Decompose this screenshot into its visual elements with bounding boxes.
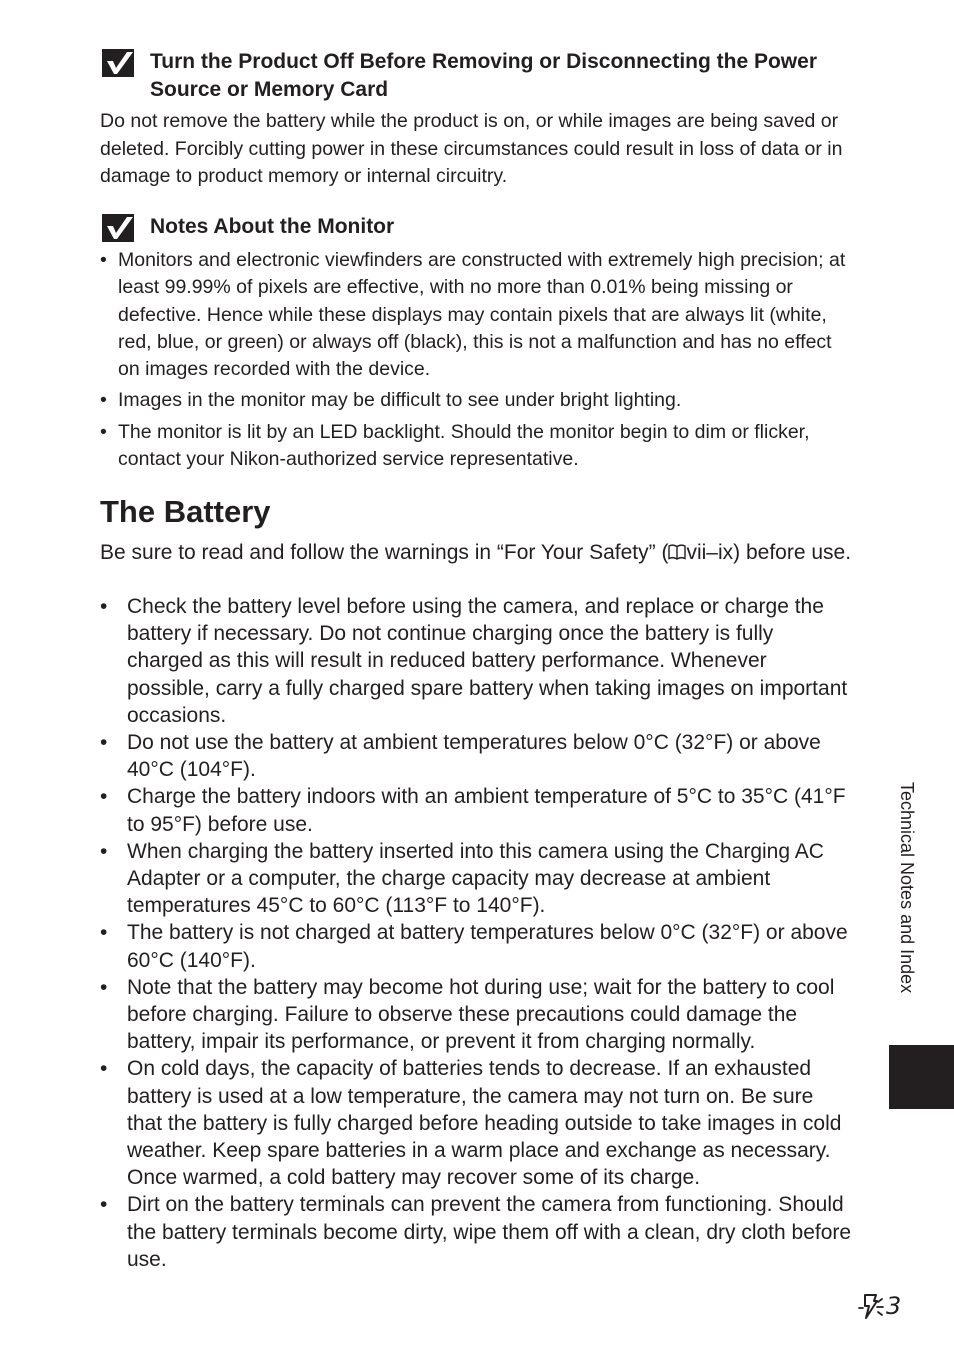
- monitor-notes-list: [100, 247, 852, 473]
- technical-notes-icon: [857, 1291, 885, 1321]
- list-item: • Monitors and electronic viewfinders are constructed with extremely high precision; at least 99.99% of pixels are effective, with no more than 0.01% being missing or defective. Hence while these displays may contain pixels that are always lit (white, red, blue, or green) or always off (black), this is not a malfunction and has no effect on images recorded with the device.: [100, 249, 846, 381]
- side-tab-label[interactable]: Technical Notes and Index: [897, 782, 917, 994]
- book-icon: [668, 544, 686, 560]
- note-body-power: Do not remove the battery while the product is on, or while images are being saved or deleted. Forcibly cutting power in these circumstances could result in loss of data or in damage to product memory or internal circuitry.: [100, 110, 843, 187]
- list-item: • Do not use the battery at ambient temperatures below 0°C (32°F) or above 40°C (104°F).: [100, 731, 821, 782]
- list-item: • Charge the battery indoors with an ambient temperature of 5°C to 35°C (41°F to 95°F) before use.: [100, 785, 846, 836]
- check-mark-icon: [102, 214, 134, 242]
- list-item: • Images in the monitor may be difficult to see under bright lighting.: [100, 387, 852, 414]
- bullet: •: [100, 1057, 108, 1081]
- list-item: • Check the battery level before using the camera, and replace or charge the battery if necessary. Do not continue charging once the battery is fully charged as this will result in reduced battery performance. Whenever possible, carry a fully charged spare battery when taking images on important occasions.: [100, 595, 848, 727]
- battery-list: [100, 593, 852, 1273]
- list-item: • When charging the battery inserted into this camera using the Charging AC Adapter or a computer, the charge capacity may decrease at ambient temperatures 45°C to 60°C (113°F to 140°F).: [100, 839, 824, 918]
- note-monitor: [100, 213, 852, 477]
- bullet: •: [100, 1193, 108, 1217]
- page-reference-link[interactable]: vii–ix: [686, 541, 734, 564]
- section-intro: Be sure to read and follow the warnings in “For Your Safety” ( vii–ix) before use.: [100, 541, 852, 564]
- list-item: • The monitor is lit by an LED backlight. Should the monitor begin to dim or flicker, contact your Nikon-authorized service representative.: [100, 420, 810, 471]
- section-title: The Battery: [100, 494, 271, 529]
- list-item: • Note that the battery may become hot during use; wait for the battery to cool before charging. Failure to observe these precautions could damage the battery, impair its performance, or prevent it from charging normally.: [100, 975, 835, 1054]
- note-heading-text: Turn the Product Off Before Removing or Disconnecting the Power Source or Memory Card: [150, 50, 817, 101]
- check-mark-icon: [102, 49, 134, 77]
- note-heading-text: Notes About the Monitor: [150, 215, 395, 238]
- bullet: •: [100, 839, 108, 863]
- note-heading-power: [100, 48, 852, 104]
- bullet: •: [100, 595, 108, 618]
- bullet: •: [100, 975, 108, 999]
- bullet: •: [100, 249, 107, 271]
- bullet: •: [100, 731, 108, 755]
- page-number-text: 3: [886, 1292, 902, 1320]
- bullet: •: [100, 785, 108, 809]
- bullet: •: [100, 921, 108, 945]
- note-heading-monitor: [100, 213, 852, 241]
- list-item: • Dirt on the battery terminals can prevent the camera from functioning. Should the battery terminals become dirty, wipe them off with a clean, dry cloth before use.: [100, 1193, 852, 1271]
- list-item: • On cold days, the capacity of batteries tends to decrease. If an exhausted battery is used at a low temperature, the camera may not turn on. Be sure that the battery is fully charged before heading outside to take images in cold weather. Keep spare batteries in a warm place and exchange as necessary. Once warmed, a cold battery may recover some of its charge.: [100, 1057, 842, 1190]
- list-item: • The battery is not charged at battery temperatures below 0°C (32°F) or above 60°C (140°F).: [100, 921, 848, 972]
- bullet: •: [100, 420, 107, 443]
- page-number: [857, 1290, 901, 1322]
- side-tab-marker[interactable]: [889, 1045, 954, 1109]
- bullet: •: [100, 389, 107, 412]
- note-power-source: [100, 48, 852, 191]
